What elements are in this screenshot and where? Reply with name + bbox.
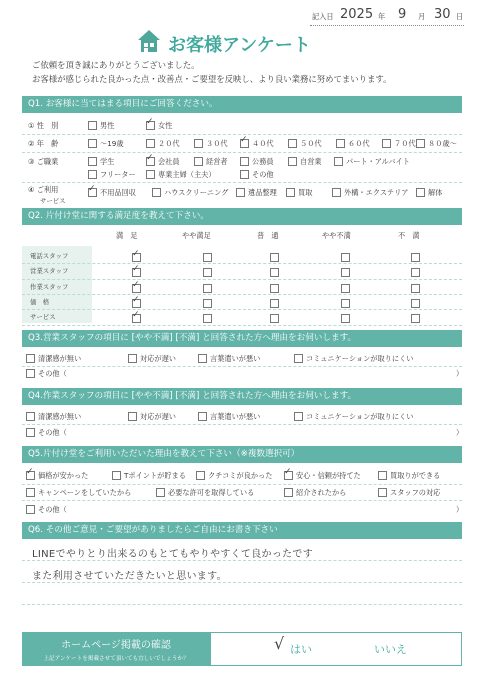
date-year: 2025	[340, 7, 374, 22]
q1-service-option-demolition[interactable]: 解体	[416, 188, 442, 198]
q2-rating-checkbox[interactable]	[270, 299, 279, 308]
q3-option-communication[interactable]: コミュニケーションが取りにくい	[294, 354, 413, 364]
q2-row-divider	[22, 279, 462, 280]
page-title: お客様アンケート	[168, 35, 311, 56]
q5-option-other[interactable]: その他（	[26, 505, 67, 515]
q3-option-language[interactable]: 言葉遣いが悪い	[198, 354, 260, 364]
q1-gender-label: ① 性 別	[28, 121, 59, 130]
q5-option-referral[interactable]: 紹介されたから	[284, 488, 346, 498]
q5-option-tpoint[interactable]: Tポイントが貯まる	[112, 471, 186, 481]
q1-gender-option-male[interactable]: 男性	[88, 121, 114, 131]
q4-option-other[interactable]: その他（	[26, 428, 67, 438]
q1-service-option-exterior[interactable]: 外構・エクステリア	[332, 188, 408, 198]
q1-job-option-other[interactable]: その他	[240, 170, 274, 180]
q2-row-divider	[22, 294, 462, 295]
footer-yes-option[interactable]: はい	[290, 643, 312, 656]
footer-publish-box	[22, 632, 210, 666]
q1-service-label: ④ ご利用	[28, 185, 59, 194]
intro-text	[32, 58, 391, 86]
q1-job-option-part-time[interactable]: パート・アルバイト	[334, 157, 410, 167]
q2-rating-checkbox[interactable]	[411, 299, 420, 308]
q1-heading: Q1. お客様に当てはまる項目にご回答ください。	[22, 96, 462, 113]
q3-option-unclean[interactable]: 清潔感が無い	[26, 354, 81, 364]
q2-rating-checkbox[interactable]	[411, 284, 420, 293]
q2-rating-checkbox[interactable]	[411, 268, 420, 277]
q1-age-option-30s[interactable]: ３０代	[194, 139, 228, 149]
footer-subtitle: 上記アンケートを掲載させて頂いても宜しいでしょうか？	[43, 656, 189, 662]
q6-heading: Q6. その他ご意見・ご要望がありましたらご自由にお書き下さい	[22, 522, 462, 539]
q2-rating-checkbox[interactable]	[341, 253, 350, 262]
q2-rating-checkbox[interactable]	[341, 284, 350, 293]
q2-rating-checkbox[interactable]	[203, 253, 212, 262]
q2-rating-checkbox[interactable]	[341, 299, 350, 308]
footer-answer-box	[210, 632, 462, 666]
q1-age-option-70s[interactable]: ７０代	[382, 139, 416, 149]
intro-line-1: ご依頼を頂き誠にありがとうございました。	[32, 60, 200, 70]
q5-option-reviews[interactable]: クチコミが良かった	[196, 471, 272, 481]
q5-option-staff[interactable]: スタッフの対応	[378, 488, 440, 498]
day-label: 日	[456, 12, 464, 21]
date-month: 9	[398, 7, 407, 22]
q2-rating-checkbox[interactable]	[270, 268, 279, 277]
q4-heading: Q4.作業スタッフの項目に [やや不満] [不満] と回答された方へ理由をお伺いします。	[22, 388, 462, 405]
month-label: 月	[418, 12, 426, 21]
q2-row-divider	[22, 263, 462, 264]
q2-rating-checkbox[interactable]	[270, 314, 279, 323]
q2-heading: Q2. 片付け堂に関する満足度を教えて下さい。	[22, 208, 462, 225]
q5-other-close: ）	[456, 505, 464, 514]
q5-option-license[interactable]: 必要な許可を取得している	[156, 488, 254, 498]
q1-job-option-homemaker[interactable]: 専業主婦（主夫）	[146, 170, 216, 180]
q1-gender-option-female[interactable]: ✓ 女性	[146, 121, 172, 131]
q5-option-campaign[interactable]: キャンペーンをしていたから	[26, 488, 131, 498]
q2-rating-checkbox[interactable]	[270, 253, 279, 262]
q2-rating-checkbox[interactable]	[203, 314, 212, 323]
q2-col-satisfied: 満 足	[116, 231, 138, 240]
q2-row-label: 営業スタッフ	[30, 267, 69, 276]
q1-job-option-civil-servant[interactable]: 公務員	[240, 157, 274, 167]
q2-row-divider	[22, 325, 462, 326]
q2-rating-checkbox[interactable]	[132, 268, 141, 277]
q5-option-buyback[interactable]: 買取りができる	[378, 471, 440, 481]
q2-rating-checkbox[interactable]	[411, 314, 420, 323]
q2-rating-checkbox[interactable]	[132, 253, 141, 262]
q2-rating-checkbox[interactable]	[203, 284, 212, 293]
q4-option-language[interactable]: 言葉遣いが悪い	[198, 412, 260, 422]
q1-job-option-self-employed[interactable]: 自営業	[288, 157, 322, 167]
year-label: 年	[378, 12, 386, 21]
q1-age-option-80plus[interactable]: ８０歳～	[416, 139, 457, 149]
q2-rating-checkbox[interactable]	[341, 314, 350, 323]
q2-rating-checkbox[interactable]	[341, 268, 350, 277]
q1-job-option-executive[interactable]: 経営者	[194, 157, 228, 167]
q3-heading: Q3.営業スタッフの項目に [やや不満] [不満] と回答された方へ理由をお伺いします。	[22, 330, 462, 347]
q2-row-label: 作業スタッフ	[30, 282, 69, 291]
intro-line-2: お客様が感じられた良かった点・改善点・ご要望を反映し、より良い業務に努めてまいります。	[32, 74, 392, 84]
q4-other-close: ）	[456, 428, 464, 437]
q2-rating-checkbox[interactable]	[132, 314, 141, 323]
footer-no-option[interactable]: いいえ	[374, 643, 407, 656]
q2-col-somewhat-dissatisfied: やや不満	[322, 231, 351, 240]
q2-row-divider	[22, 309, 462, 310]
q1-job-option-freeter[interactable]: フリーター	[88, 170, 136, 180]
q5-option-trust[interactable]: ✓ 安心・信頼が持てた	[284, 471, 361, 481]
q2-rating-checkbox[interactable]	[270, 284, 279, 293]
house-logo-icon	[136, 28, 162, 54]
q1-job-option-student[interactable]: 学生	[88, 157, 114, 167]
footer-yes-check-icon: √	[274, 634, 285, 653]
q2-row-label: サービス	[30, 313, 56, 322]
q2-row-label: 電話スタッフ	[30, 252, 69, 260]
footer-title: ホームページ掲載の確認	[61, 640, 171, 651]
q1-age-option-40s[interactable]: ✓ ４０代	[240, 139, 274, 149]
q2-row-label: 価 格	[30, 297, 50, 306]
q3-option-slow[interactable]: 対応が遅い	[128, 354, 176, 364]
q2-col-neutral: 普 通	[257, 231, 279, 240]
q2-rating-checkbox[interactable]	[132, 299, 141, 308]
q4-option-communication[interactable]: コミュニケーションが取りにくい	[294, 412, 413, 422]
q4-option-slow[interactable]: 対応が遅い	[128, 412, 176, 422]
q1-service-option-buyback[interactable]: 買取	[286, 188, 312, 198]
date-underline	[310, 25, 464, 26]
q1-service-sublabel: サービス	[40, 197, 66, 205]
q4-option-unclean[interactable]: 清潔感が無い	[26, 412, 81, 422]
q2-rating-checkbox[interactable]	[411, 253, 420, 262]
q1-age-option-50s[interactable]: ５０代	[288, 139, 322, 149]
q1-job-label: ③ ご職業	[28, 157, 59, 166]
q1-service-option-junk-removal[interactable]: ✓不用品回収	[88, 188, 136, 198]
date-day: 30	[434, 7, 451, 22]
date-label: 記入日	[312, 12, 334, 21]
q6-comment-line-2: また利用させていただきたいと思います。	[32, 571, 227, 582]
q6-comment-line-1: LINEでやりとり出来るのもとてもやりやすくて良かったです	[32, 549, 314, 560]
q1-age-label: ② 年 齢	[28, 139, 59, 148]
q1-age-option-u19[interactable]: ～19歳	[88, 139, 124, 149]
q3-option-other[interactable]: その他（	[26, 369, 67, 379]
q5-heading: Q5.片付け堂をご利用いただいた理由を教えて下さい（※複数選択可）	[22, 446, 462, 463]
q1-service-option-estate-clearing[interactable]: 遺品整理	[236, 188, 277, 198]
q2-col-dissatisfied: 不 満	[398, 231, 420, 240]
q2-rating-checkbox[interactable]	[203, 268, 212, 277]
q3-other-close: ）	[456, 369, 464, 378]
q2-col-somewhat-satisfied: やや満足	[182, 231, 211, 240]
q5-option-cheap[interactable]: ✓価格が安かった	[26, 471, 88, 481]
q1-age-option-60s[interactable]: ６０代	[336, 139, 370, 149]
q1-service-option-house-cleaning[interactable]: ハウスクリーニング	[152, 188, 228, 198]
q2-rating-checkbox[interactable]	[203, 299, 212, 308]
q1-job-option-employee[interactable]: ✓ 会社員	[146, 157, 180, 167]
q2-rating-checkbox[interactable]	[132, 284, 141, 293]
q1-age-option-20s[interactable]: ２０代	[146, 139, 180, 149]
